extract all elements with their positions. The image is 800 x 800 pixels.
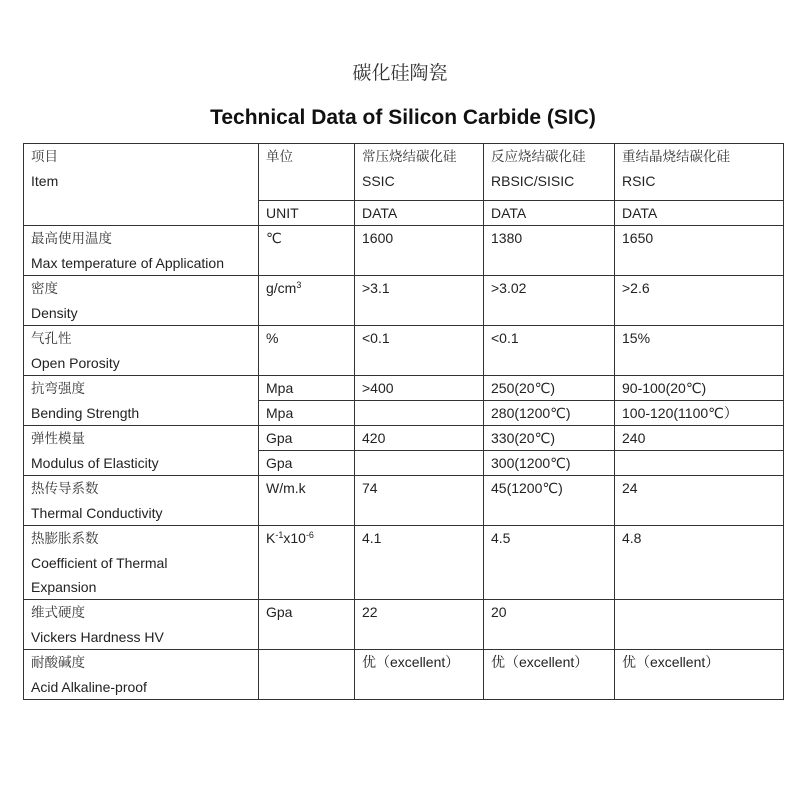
property-cn: 气孔性 [31,331,72,347]
unit-exponent: -6 [305,530,314,540]
unit-cell: ℃ [259,226,355,276]
table-row [24,650,784,700]
ssic-data-label: DATA [355,201,484,226]
unit-cell: Gpa [259,600,355,650]
ssic-value: <0.1 [355,326,484,376]
table-row [24,376,784,401]
technical-data-table [23,143,784,700]
property-cn: 弹性模量 [31,431,85,447]
ssic-value: 4.1 [355,526,484,600]
rsic-value: 100-120(1100℃） [615,401,784,426]
property-cn: 抗弯强度 [31,381,85,397]
property-cell [24,376,259,426]
unit-cell [259,650,355,700]
rbsic-value: 250(20℃) [484,376,615,401]
rsic-value: 24 [615,476,784,526]
rbsic-value: 300(1200℃) [484,451,615,476]
property-en: Acid Alkaline-proof [31,679,147,695]
ssic-value: 1600 [355,226,484,276]
rsic-value: 90-100(20℃) [615,376,784,401]
item-header-en: Item [31,173,59,189]
property-cell [24,650,259,700]
property-en: Thermal Conductivity [31,505,163,521]
unit-cell: Gpa [259,451,355,476]
table-row [24,426,784,451]
unit-cell: Mpa [259,376,355,401]
property-cn: 维式硬度 [31,605,85,621]
property-cell [24,276,259,326]
table-row [24,326,784,376]
rbsic-value: >3.02 [484,276,615,326]
property-en: Bending Strength [31,405,140,421]
unit-k: K [266,530,276,546]
property-cell [24,226,259,276]
ssic-value [355,401,484,426]
rsic-header-cn: 重结晶烧结碳化硅 [622,149,730,165]
property-cn: 热膨胀系数 [31,531,99,547]
rsic-data-label: DATA [615,201,784,226]
rbsic-header-en: RBSIC/SISIC [491,173,575,189]
table-header-row [24,144,784,201]
unit-header-cn-cell [259,144,355,201]
rbsic-value: 4.5 [484,526,615,600]
table-row [24,526,784,600]
unit-superscript: 3 [296,280,302,290]
property-en-line1: Coefficient of Thermal [31,555,168,571]
property-cell [24,526,259,600]
unit-base: g/cm [266,280,297,296]
property-cell [24,600,259,650]
ssic-value [355,451,484,476]
rsic-value: 15% [615,326,784,376]
unit-cell: % [259,326,355,376]
property-cell [24,476,259,526]
property-en-line2: Expansion [31,579,97,595]
rsic-value: 4.8 [615,526,784,600]
rsic-value: 优（excellent） [615,650,784,700]
property-en: Modulus of Elasticity [31,455,159,471]
ssic-value: >3.1 [355,276,484,326]
property-cell [24,326,259,376]
rsic-value: >2.6 [615,276,784,326]
ssic-value: 420 [355,426,484,451]
rbsic-value: <0.1 [484,326,615,376]
ssic-value: 22 [355,600,484,650]
ssic-header-cell [355,144,484,201]
ssic-value: 优（excellent） [355,650,484,700]
rsic-value [615,451,784,476]
property-en: Max temperature of Application [31,255,224,271]
unit-cell [259,526,355,600]
unit-multiplier: x10 [283,530,306,546]
rbsic-header-cn: 反应烧结碳化硅 [491,149,586,165]
unit-header-en: UNIT [259,201,355,226]
ssic-header-cn: 常压烧结碳化硅 [362,149,457,165]
unit-superscript: -1 [275,530,284,540]
rbsic-value: 280(1200℃) [484,401,615,426]
property-cn: 密度 [31,281,58,297]
page-title: Technical Data of Silicon Carbide (SIC) [210,106,596,129]
rbsic-value: 优（excellent） [484,650,615,700]
rbsic-value: 1380 [484,226,615,276]
property-cn: 耐酸碱度 [31,655,85,671]
table-row [24,276,784,326]
unit-cell: Mpa [259,401,355,426]
unit-cell: W/m.k [259,476,355,526]
property-en: Density [31,305,78,321]
page-title-chinese: 碳化硅陶瓷 [352,62,448,84]
ssic-value: >400 [355,376,484,401]
rsic-value [615,600,784,650]
rbsic-data-label: DATA [484,201,615,226]
rsic-value: 1650 [615,226,784,276]
item-header-cn: 项目 [31,149,58,165]
rbsic-value: 20 [484,600,615,650]
property-cell [24,426,259,476]
property-cn: 热传导系数 [31,481,99,497]
item-header-cell [24,144,259,226]
rbsic-header-cell [484,144,615,201]
property-en: Open Porosity [31,355,120,371]
property-cn: 最高使用温度 [31,231,112,247]
rsic-value: 240 [615,426,784,451]
rsic-header-cell [615,144,784,201]
property-en: Vickers Hardness HV [31,629,164,645]
table-row [24,226,784,276]
rbsic-value: 330(20℃) [484,426,615,451]
table-row [24,600,784,650]
ssic-header-en: SSIC [362,173,395,189]
unit-cell: Gpa [259,426,355,451]
table-row [24,476,784,526]
ssic-value: 74 [355,476,484,526]
unit-cell [259,276,355,326]
rsic-header-en: RSIC [622,173,656,189]
unit-header-cn: 单位 [266,149,293,165]
rbsic-value: 45(1200℃) [484,476,615,526]
